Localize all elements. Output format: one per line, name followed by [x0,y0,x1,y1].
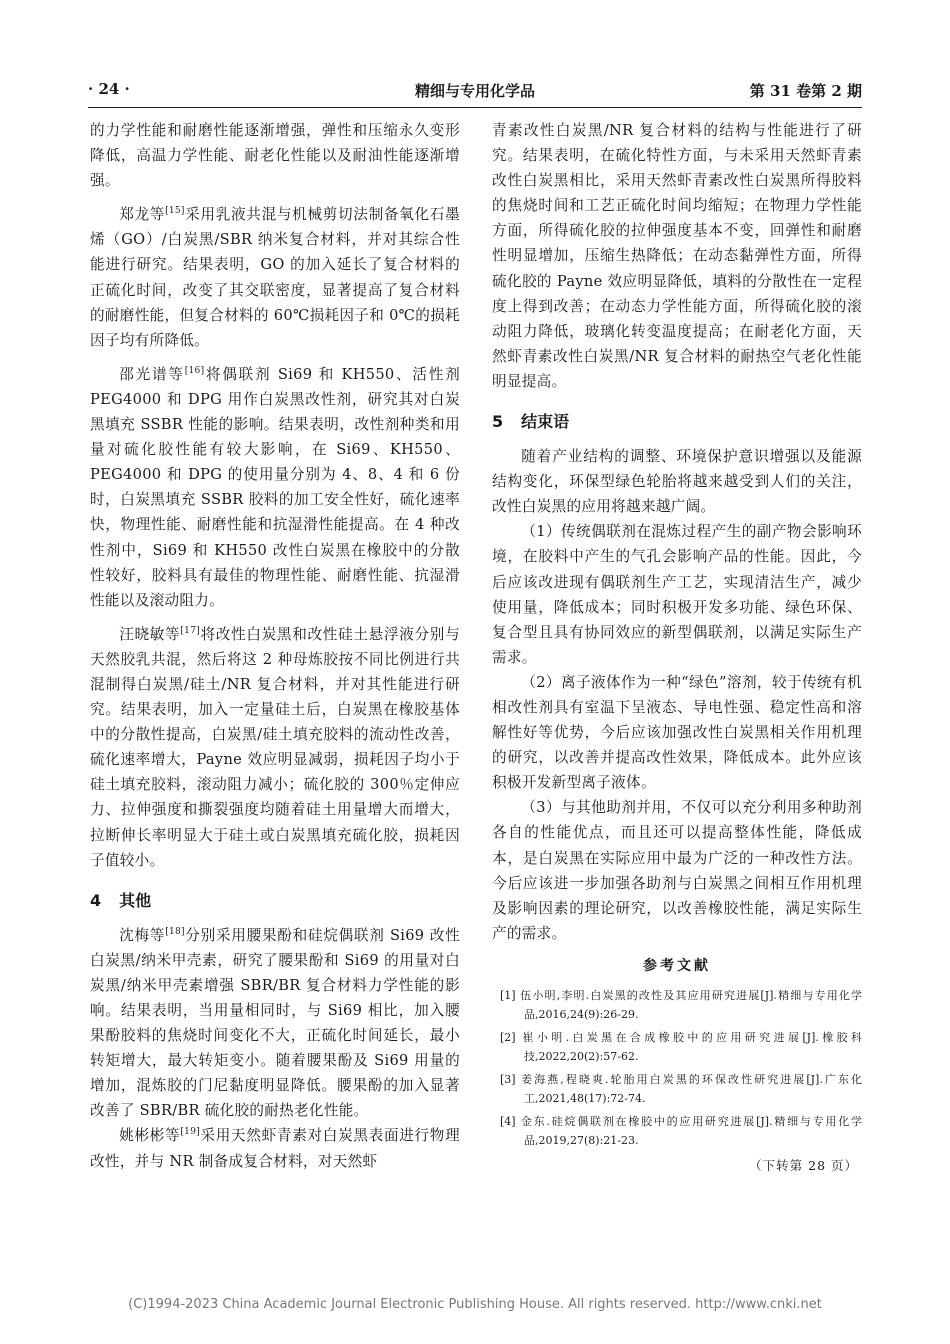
paragraph [90,1123,460,1173]
section-number: 5 [492,412,504,432]
paragraph: 青素改性白炭黑/NR 复合材料的结构与性能进行了研究。结果表明，在硫化特性方面，与未采用天然虾青素改性白炭黑相比，采用天然虾青素改性白炭黑所得胶料的焦烧时间和工艺正硫化时间均缩短；在物理力学性能方面，所得硫化胶的拉伸强度基本不变，回弹性和耐磨性明显增加，压缩生热降低；在动态黏弹性方面，所得硫化胶的 Payne 效应明显降低，填料的分散性在一定程度上得到改善；在动态力学性能方面，所得硫化胶的滚动阻力降低，玻璃化转变温度提高；在耐老化方面，天然虾青素改性白炭黑/NR 复合材料的耐热空气老化性能明显提高。 [492,122,862,390]
reference-item: [3] 姜海燕,程晓爽.轮胎用白炭黑的环保改性研究进展[J].广东化工,2021,48(17):72-74. [500,1072,862,1105]
paragraph-text: 将改性白炭黑和改性硅土悬浮液分别与天然胶乳共混，然后将这 2 种母炼胶按不同比例进行共混制得白炭黑/硅土/NR 复合材料，并对其性能进行研究。结果表明，加入一定量硅土后，白炭黑在橡胶基体中的分散性提高，白炭黑/硅土填充胶料的流动性改善，硫化速率增大，Payne 效应明显减弱，损耗因子均小于硅土填充胶料，滚动阻力减小；硫化胶的 300％定伸应力、拉伸强度和撕裂强度均随着硅土用量增大而增大，拉断伸长率明显大于硅土或白炭黑填充硫化胶，损耗因子值较小。 [90,625,460,869]
citation-link[interactable]: [19] [180,1127,201,1138]
reference-item: [1] 伍小明,李明.白炭黑的改性及其应用研究进展[J].精细与专用化学品,2016,24(9):26-29. [500,988,862,1021]
citation-link[interactable]: [18] [165,926,185,937]
paragraph [90,202,460,353]
references-heading: 参考文献 [643,957,711,974]
paragraph [90,362,460,613]
paragraph: 的力学性能和耐磨性能逐渐增强，弹性和压缩永久变形降低，高温力学性能、耐老化性能以及耐油性能逐渐增强。 [90,122,460,190]
paragraph: （3）与其他助剂并用，不仅可以充分利用多种助剂各自的性能优点，而且还可以提高整体性能，降低成本，是白炭黑在实际应用中最为广泛的一种改性方法。今后应该进一步加强各助剂与白炭黑之间相互作用机理及影响因素的理论研究，以改善橡胶性能，满足实际生产的需求。 [492,799,862,942]
citation-link[interactable]: [17] [180,625,201,636]
paragraph [90,923,460,1124]
section-heading [90,889,460,913]
volume-issue: 第 31 卷第 2 期 [749,82,862,100]
paragraph-text: 将偶联剂 Si69 和 KH550、活性剂 PEG4000 和 DPG 用作白炭黑改性剂，研究其对白炭黑填充 SSBR 性能的影响。结果表明，改性剂种类和用量对硫化胶性能有较大影响，在 Si69、KH550、PEG4000 和 DPG 的使用量分别为 4、8、4 和 6 份时，白炭黑填充 SSBR 胶料的加工安全性好，硫化速率快，物理性能、耐磨性能和抗湿滑性能提高。在 4 种改性剂中，Si69 和 KH550 改性白炭黑在橡胶中的分散性较好，胶料具有最佳的物理性能、耐磨性能、抗湿滑性能以及滚动阻力。 [90,365,461,609]
paragraph: （2）离子液体作为一种“绿色”溶剂，较于传统有机相改性剂具有室温下呈液态、导电性强、稳定性高和溶解性好等优势，今后应该加强改性白炭黑相关作用机理的研究，以改善并提高改性效果，降低成本。此外应该积极开发新型离子液体。 [492,673,862,792]
paragraph-text: 采用天然虾青素对白炭黑表面进行物理改性，并与 NR 制备成复合材料，对天然虾 [90,1127,460,1170]
section-title: 结束语 [521,412,570,432]
left-column [90,118,460,1174]
right-column [492,118,862,1174]
page-number: · 24 · [88,80,130,98]
reference-item: [2] 崔小明.白炭黑在合成橡胶中的应用研究进展[J].橡胶科技,2022,20(2):57-62. [500,1030,862,1063]
journal-title: 精细与专用化学品 [414,82,535,100]
reference-item: [4] 金东.硅烷偶联剂在橡胶中的应用研究进展[J].精细与专用化学品,2019,27(8):21-23. [500,1114,862,1147]
section-heading [492,410,862,434]
copyright-footer: (C)1994-2023 China Academic Journal Electronic Publishing House. All rights reserved. http://www.cnki.net [128,1297,822,1312]
author-name: 汪晓敏等 [119,625,181,643]
author-name: 沈梅等 [119,926,166,944]
citation-link[interactable]: [15] [165,206,185,217]
paragraph-text: 采用乳液共混与机械剪切法制备氧化石墨烯（GO）/白炭黑/SBR 纳米复合材料，并对其综合性能进行研究。结果表明，GO 的加入延长了复合材料的正硫化时间，改变了其交联密度，显著提高了复合材料的耐磨性能，但复合材料的 60℃损耗因子和 0℃的损耗因子均有所降低。 [90,206,460,349]
paragraph: 随着产业结构的调整、环境保护意识增强以及能源结构变化，环保型绿色轮胎将越来越受到人们的关注，改性白炭黑的应用将越来越广阔。 [492,448,862,516]
continued-note: （下转第 28 页） [749,1157,858,1173]
paragraph-text: 分别采用腰果酚和硅烷偶联剂 Si69 改性白炭黑/纳米甲壳素，研究了腰果酚和 Si69 的用量对白炭黑/纳米甲壳素增强 SBR/BR 复合材料力学性能的影响。结果表明，当用量相同时，与 Si69 相比，加入腰果酚胶料的焦烧时间变化不大，正硫化时间延长，最小转矩增大，最大转矩变小。随着腰果酚及 Si69 用量的增加，混炼胶的门尼黏度明显降低。腰果酚的加入显著改善了 SBR/BR 硫化胶的耐热老化性能。 [90,926,460,1120]
section-title: 其他 [119,890,152,910]
author-name: 邵光谱等 [119,365,185,383]
running-header [88,80,862,102]
citation-link[interactable]: [16] [184,365,205,376]
paragraph [90,622,460,873]
author-name: 郑龙等 [119,206,166,224]
section-number: 4 [90,890,102,910]
header-rule [88,107,862,108]
paragraph: （1）传统偶联剂在混炼过程产生的副产物会影响环境，在胶料中产生的气孔会影响产品的性能。因此，今后应该改进现有偶联剂生产工艺，实现清洁生产，减少使用量，降低成本；同时积极开发多功能、绿色环保、复合型且具有协同效应的新型偶联剂，以满足实际生产需求。 [492,523,862,666]
author-name: 姚彬彬等 [119,1127,181,1145]
